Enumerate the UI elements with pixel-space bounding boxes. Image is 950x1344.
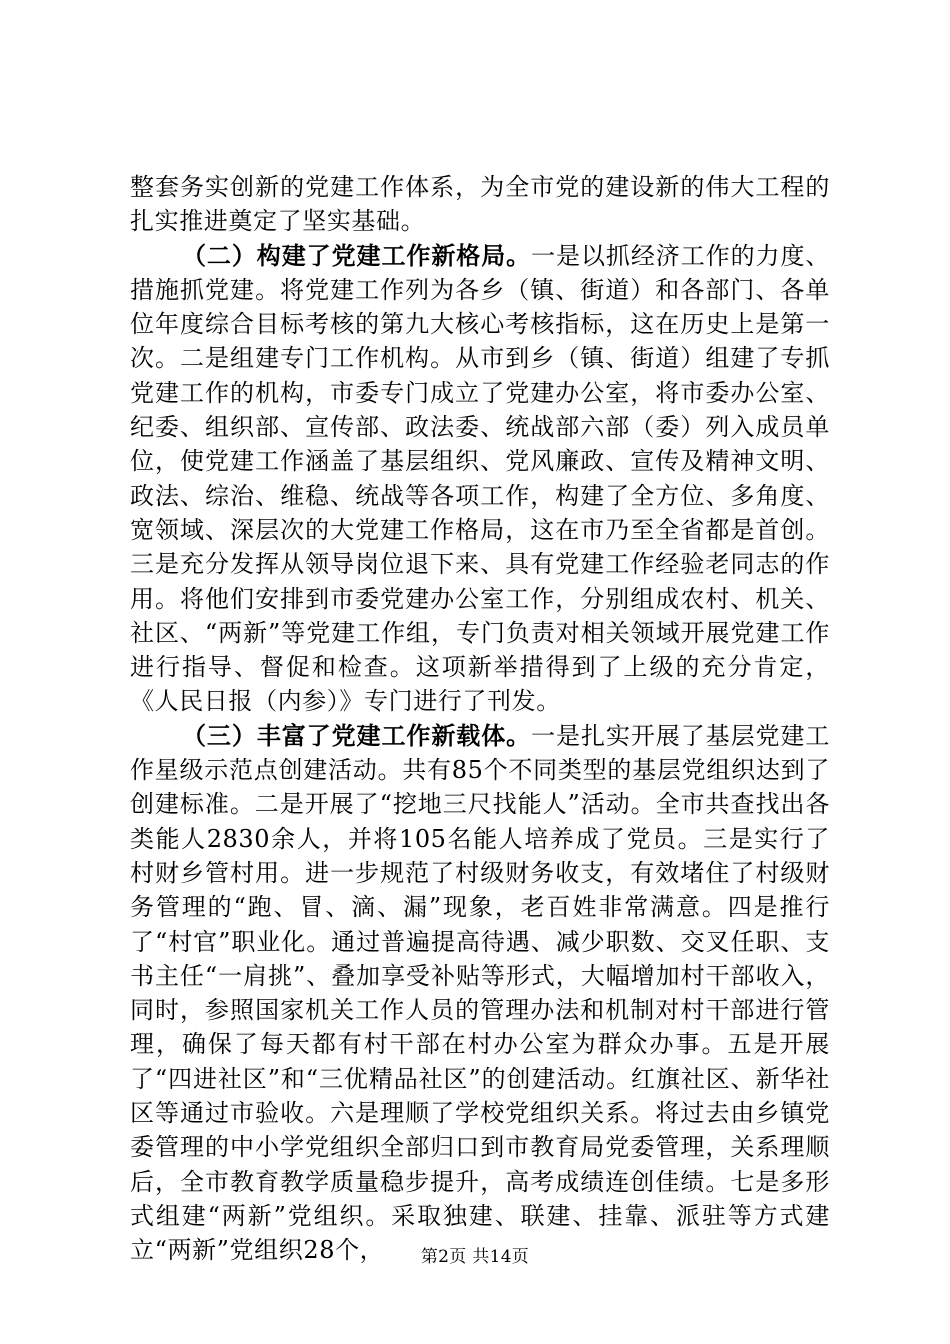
paragraph-section-3 (130, 719, 830, 1268)
paragraph-section-2 (130, 239, 830, 719)
document-body (130, 170, 830, 1268)
paragraph-intro (130, 170, 830, 239)
page-number-label: 第2页 共14页 (420, 1247, 530, 1267)
page-footer (0, 1242, 950, 1267)
section-3-body: 一是扎实开展了基层党建工作星级示范点创建活动。共有85个不同类型的基层党组织达到了创建标准。二是开展了“挖地三尺找能人”活动。全市共查找出各类能人2830余人，并将105名能人培养成了党员。三是实行了村财乡管村用。进一步规范了村级财务收支，有效堵住了村级财务管理的“跑、冒、滴、漏”现象，老百姓非常满意。四是推行了“村官”职业化。通过普遍提高待遇、减少职数、交叉任职、支书主任“一肩挑”、叠加享受补贴等形式，大幅增加村干部收入，同时，参照国家机关工作人员的管理办法和机制对村干部进行管理，确保了每天都有村干部在村办公室为群众办事。五是开展了“四进社区”和“三优精品社区”的创建活动。红旗社区、新华社区等通过市验收。六是理顺了学校党组织关系。将过去由乡镇党委管理的中小学党组织全部归口到市教育局党委管理，关系理顺后，全市教育教学质量稳步提升，高考成绩连创佳绩。七是多形式组建“两新”党组织。采取独建、联建、挂靠、派驻等方式建立“两新”党组织28个， (130, 721, 831, 1265)
paragraph-intro-text: 整套务实创新的党建工作体系，为全市党的建设新的伟大工程的扎实推进奠定了坚实基础。 (130, 173, 830, 236)
section-2-body: 一是以抓经济工作的力度、措施抓党建。将党建工作列为各乡（镇、街道）和各部门、各单位年度综合目标考核的第九大核心考核指标，这在历史上是第一次。二是组建专门工作机构。从市到乡（镇、街道）组建了专抓党建工作的机构，市委专门成立了党建办公室，将市委办公室、纪委、组织部、宣传部、政法委、统战部六部（委）列入成员单位，使党建工作涵盖了基层组织、党风廉政、宣传及精神文明、政法、综治、维稳、统战等各项工作，构建了全方位、多角度、宽领域、深层次的大党建工作格局，这在市乃至全省都是首创。三是充分发挥从领导岗位退下来、具有党建工作经验老同志的作用。将他们安排到市委党建办公室工作，分别组成农村、机关、社区、“两新”等党建工作组，专门负责对相关领域开展党建工作进行指导、督促和检查。这项新举措得到了上级的充分肯定，《人民日报（内参）》专门进行了刊发。 (130, 241, 831, 716)
section-2-heading: （二）构建了党建工作新格局。 (182, 241, 532, 270)
section-3-heading: （三）丰富了党建工作新载体。 (182, 721, 532, 750)
